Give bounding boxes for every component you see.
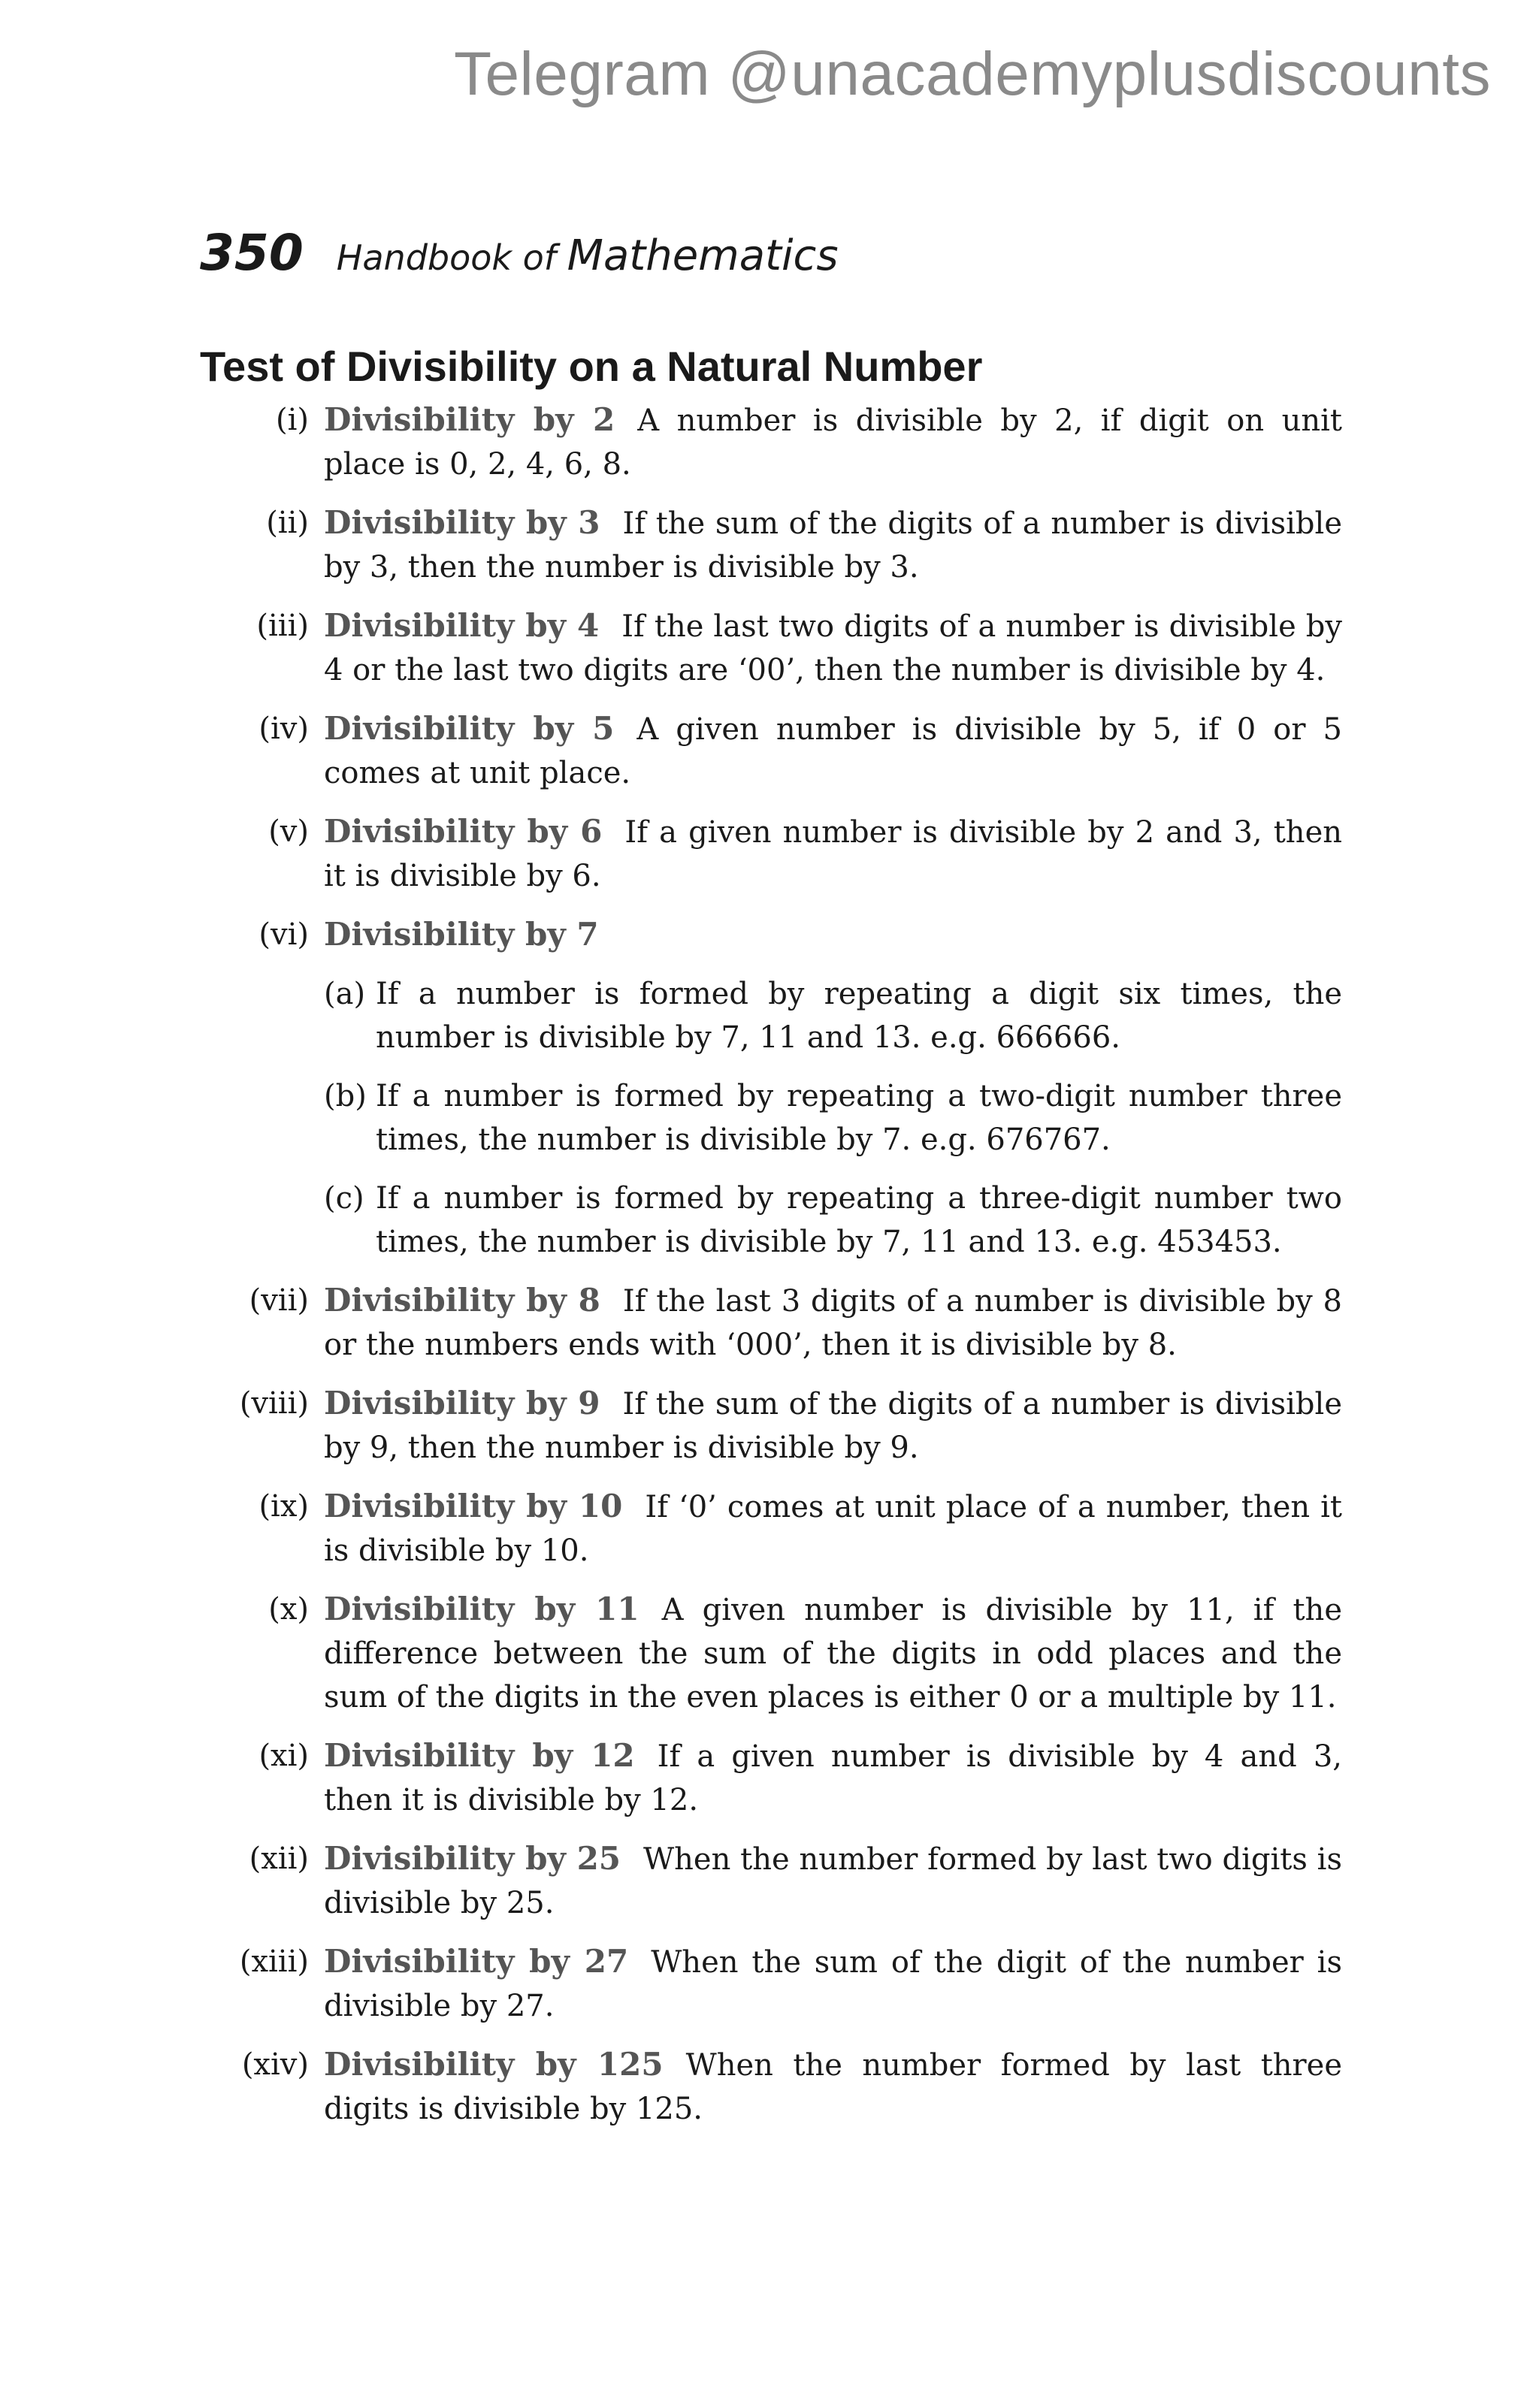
item-text: If the sum of the digits of a number is divisible by 9, then the number is divisible by 9.	[324, 1387, 1342, 1465]
item-heading: Divisibility by 125	[324, 2046, 664, 2083]
list-item	[200, 604, 1342, 692]
item-heading: Divisibility by 5	[324, 710, 615, 747]
list-item	[200, 1279, 1342, 1367]
item-body	[324, 913, 1342, 1264]
sub-item	[324, 972, 1342, 1059]
item-number: (ii)	[266, 506, 309, 540]
item-text: When the number formed by last two digits is divisible by 25.	[324, 1842, 1342, 1920]
item-heading: Divisibility by 25	[324, 1840, 621, 1877]
list-item	[200, 501, 1342, 589]
sub-item-number: (a)	[324, 977, 366, 1011]
list-item	[200, 707, 1342, 795]
item-text: When the number formed by last three digits is divisible by 125.	[324, 2048, 1343, 2126]
item-body	[324, 501, 1342, 589]
item-body	[324, 707, 1342, 795]
item-text: A given number is divisible by 11, if the difference between the sum of the digits in odd places and the sum of the digits in the even places is either 0 or a multiple by 11.	[324, 1593, 1342, 1715]
sub-item	[324, 1074, 1342, 1162]
item-heading: Divisibility by 8	[324, 1282, 600, 1319]
item-heading: Divisibility by 10	[324, 1488, 623, 1524]
list-item	[200, 1485, 1342, 1573]
item-heading: Divisibility by 6	[324, 813, 603, 850]
item-heading: Divisibility by 9	[324, 1385, 600, 1422]
book-title-main: Mathematics	[567, 231, 839, 280]
item-number: (xii)	[249, 1842, 309, 1876]
watermark-text: Telegram @unacademyplusdiscounts	[453, 40, 1491, 108]
item-number: (xiii)	[239, 1944, 309, 1979]
item-heading: Divisibility by 7	[324, 916, 599, 953]
item-heading: Divisibility by 4	[324, 607, 600, 644]
list-item	[200, 1588, 1342, 1719]
list-item	[200, 913, 1342, 1264]
section-title: Test of Divisibility on a Natural Number	[200, 343, 983, 390]
item-body	[324, 604, 1342, 692]
item-text: If a given number is divisible by 4 and 3, then it is divisible by 12.	[324, 1739, 1342, 1817]
item-text: If the last two digits of a number is divisible by 4 or the last two digits are ‘00’, then the number is divisible by 4.	[324, 609, 1342, 687]
book-title-prefix: Handbook of	[336, 237, 556, 278]
item-text: A given number is divisible by 5, if 0 or 5 comes at unit place.	[324, 712, 1342, 790]
item-number: (v)	[268, 814, 309, 849]
item-text: If the last 3 digits of a number is divisible by 8 or the numbers ends with ‘000’, then it is divisible by 8.	[324, 1284, 1342, 1362]
item-number: (viii)	[239, 1386, 309, 1421]
divisibility-list	[200, 398, 1342, 2146]
item-body	[324, 810, 1342, 898]
list-item	[200, 1837, 1342, 1925]
item-text: If a given number is divisible by 2 and 3, then it is divisible by 6.	[324, 815, 1342, 893]
item-number: (iv)	[259, 712, 309, 746]
item-body	[324, 1485, 1342, 1573]
sub-item	[324, 1177, 1342, 1264]
item-body	[324, 1382, 1342, 1470]
book-title	[337, 231, 839, 280]
item-heading: Divisibility by 11	[324, 1591, 639, 1627]
sub-list	[324, 972, 1342, 1264]
item-body	[324, 1588, 1342, 1719]
sub-item-text: If a number is formed by repeating a digit six times, the number is divisible by 7, 11 and 13. e.g. 666666.	[376, 977, 1342, 1055]
item-body	[324, 398, 1342, 486]
list-item	[200, 398, 1342, 486]
item-heading: Divisibility by 12	[324, 1737, 635, 1774]
sub-item-number: (c)	[324, 1181, 364, 1216]
item-number: (vii)	[249, 1283, 309, 1318]
page-number: 350	[200, 224, 304, 282]
list-item	[200, 2043, 1342, 2131]
item-number: (xiv)	[241, 2047, 309, 2082]
sub-item-text: If a number is formed by repeating a three-digit number two times, the number is divisible by 7, 11 and 13. e.g. 453453.	[376, 1181, 1342, 1259]
item-text: When the sum of the digit of the number is divisible by 27.	[324, 1945, 1342, 2023]
item-number: (iii)	[256, 609, 309, 643]
item-number: (ix)	[259, 1489, 309, 1524]
list-item	[200, 1940, 1342, 2028]
item-body	[324, 1279, 1342, 1367]
sub-item-number: (b)	[324, 1079, 367, 1113]
item-body	[324, 1837, 1342, 1925]
item-number: (xi)	[259, 1739, 309, 1773]
item-body	[324, 1940, 1342, 2028]
item-number: (vi)	[259, 917, 309, 952]
item-text: If the sum of the digits of a number is divisible by 3, then the number is divisible by 3.	[324, 506, 1342, 585]
item-body	[324, 1734, 1342, 1822]
running-head	[200, 224, 839, 282]
list-item	[200, 1382, 1342, 1470]
item-number: (i)	[275, 403, 309, 437]
item-number: (x)	[268, 1592, 309, 1627]
item-body	[324, 2043, 1342, 2131]
list-item	[200, 810, 1342, 898]
item-text: A number is divisible by 2, if digit on unit place is 0, 2, 4, 6, 8.	[324, 403, 1342, 482]
list-item	[200, 1734, 1342, 1822]
item-heading: Divisibility by 27	[324, 1943, 629, 1980]
item-heading: Divisibility by 3	[324, 504, 600, 541]
item-text: If ‘0’ comes at unit place of a number, then it is divisible by 10.	[324, 1490, 1343, 1568]
sub-item-text: If a number is formed by repeating a two-digit number three times, the number is divisible by 7. e.g. 676767.	[376, 1079, 1342, 1157]
item-heading: Divisibility by 2	[324, 401, 615, 438]
